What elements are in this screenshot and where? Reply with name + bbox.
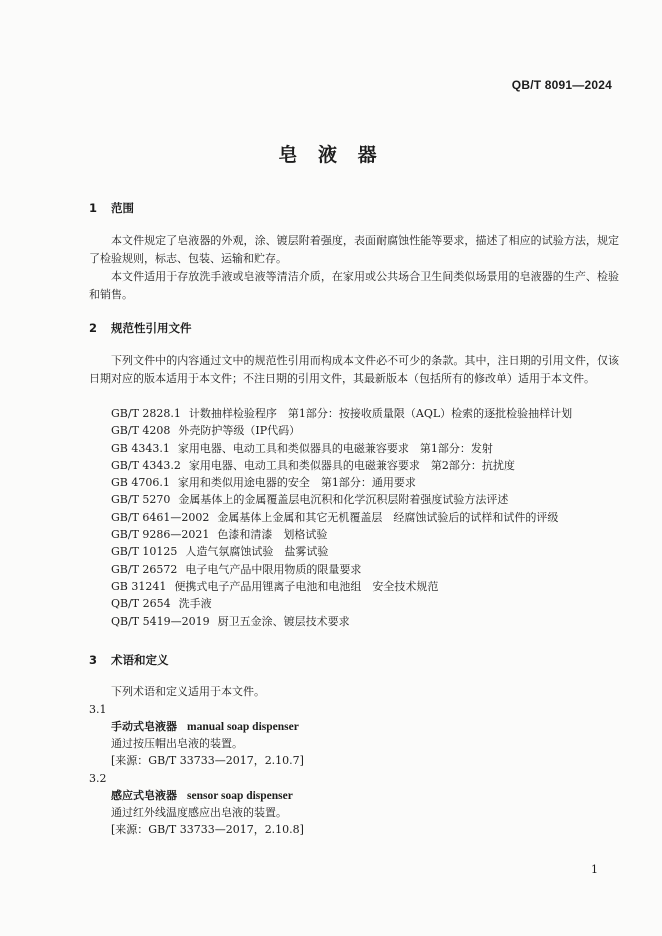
reference-title: 家用和类似用途电器的安全 第1部分：通用要求	[177, 476, 416, 490]
scope-paragraph-1: 本文件规定了皂液器的外观，涂、镀层附着强度，表面耐腐蚀性能等要求，描述了相应的试验方法，规定了检验规则，标志、包装、运输和贮存。	[89, 234, 619, 265]
reference-item	[111, 613, 572, 630]
scope-paragraph-2: 本文件适用于存放洗手液或皂液等清洁介质，在家用或公共场合卫生间类似场景用的皂液器的生产、检验和销售。	[89, 270, 619, 301]
page-title: 皂 液 器	[278, 144, 384, 166]
reference-code: GB/T 2828.1	[111, 407, 181, 420]
reference-item	[111, 578, 572, 595]
page-number: 1	[591, 863, 598, 876]
reference-list	[111, 405, 572, 630]
reference-code: GB/T 26572	[111, 562, 178, 576]
reference-code: GB/T 4343.2	[111, 458, 181, 472]
standard-code: QB/T 8091—2024	[511, 78, 612, 92]
reference-code: GB/T 6461—2002	[111, 510, 210, 524]
reference-code: GB/T 9286—2021	[111, 528, 210, 542]
term-number: 3.2	[89, 772, 107, 785]
reference-title: 色漆和清漆 划格试验	[217, 528, 328, 542]
reference-title: 家用电器、电动工具和类似器具的电磁兼容要求 第1部分：发射	[177, 441, 493, 455]
reference-title: 金属基体上的金属覆盖层电沉积和化学沉积层附着强度试验方法评述	[178, 493, 509, 507]
section-number: 3	[89, 653, 98, 667]
reference-title: 人造气氛腐蚀试验 盐雾试验	[185, 545, 329, 559]
reference-item	[111, 422, 572, 439]
reference-item	[111, 561, 572, 578]
term-chinese: 手动式皂液器	[111, 720, 177, 733]
term-english: manual soap dispenser	[187, 721, 299, 733]
term-number: 3.1	[89, 703, 107, 716]
term-definition: 通过红外线温度感应出皂液的装置。	[111, 806, 287, 819]
term-definition: 通过按压帽出皂液的装置。	[111, 737, 243, 750]
reference-code: GB/T 10125	[111, 545, 178, 559]
reference-code: GB 4343.1	[111, 441, 170, 455]
section-3-heading	[89, 652, 169, 668]
reference-code: QB/T 5419—2019	[111, 614, 210, 628]
reference-code: GB 31241	[111, 579, 167, 593]
reference-item	[111, 526, 572, 543]
term-source: [来源：GB/T 33733—2017，2.10.8]	[111, 823, 304, 836]
normative-references-intro: 下列文件中的内容通过文中的规范性引用而构成本文件必不可少的条款。其中，注日期的引用文件，仅该日期对应的版本适用于本文件；不注日期的引用文件，其最新版本（包括所有的修改单）适用于本文件。	[89, 354, 619, 385]
reference-item	[111, 491, 572, 508]
section-1-heading	[89, 200, 134, 216]
reference-title: 厨卫五金涂、镀层技术要求	[217, 614, 350, 628]
reference-item	[111, 405, 572, 422]
reference-code: GB 4706.1	[111, 476, 170, 490]
term-chinese: 感应式皂液器	[111, 789, 177, 802]
reference-item	[111, 543, 572, 560]
term-english: sensor soap dispenser	[187, 790, 293, 802]
section-title: 规范性引用文件	[111, 321, 192, 335]
reference-code: QB/T 2654	[111, 597, 171, 611]
section-title: 范围	[111, 201, 134, 215]
section-number: 1	[89, 201, 98, 215]
section-2-heading	[89, 320, 192, 336]
term-source: [来源：GB/T 33733—2017，2.10.7]	[111, 754, 304, 767]
term-heading	[111, 787, 293, 805]
reference-item	[111, 457, 572, 474]
term-heading	[111, 718, 299, 736]
reference-code: GB/T 5270	[111, 493, 171, 507]
reference-title: 金属基体上金属和其它无机覆盖层 经腐蚀试验后的试样和试件的评级	[217, 510, 559, 524]
reference-code: GB/T 4208	[111, 424, 171, 438]
reference-title: 外壳防护等级（IP代码）	[178, 424, 301, 438]
reference-title: 计数抽样检验程序 第1部分：按接收质量限（AQL）检索的逐批检验抽样计划	[188, 407, 573, 420]
reference-title: 电子电气产品中限用物质的限量要求	[185, 562, 362, 576]
reference-item	[111, 509, 572, 526]
reference-item	[111, 474, 572, 491]
terms-intro: 下列术语和定义适用于本文件。	[111, 685, 265, 698]
reference-item	[111, 595, 572, 612]
reference-item	[111, 440, 572, 457]
reference-title: 便携式电子产品用锂离子电池和电池组 安全技术规范	[174, 579, 439, 593]
reference-title: 洗手液	[178, 597, 212, 611]
section-number: 2	[89, 321, 98, 335]
section-title: 术语和定义	[111, 653, 169, 667]
reference-title: 家用电器、电动工具和类似器具的电磁兼容要求 第2部分：抗扰度	[188, 458, 515, 472]
